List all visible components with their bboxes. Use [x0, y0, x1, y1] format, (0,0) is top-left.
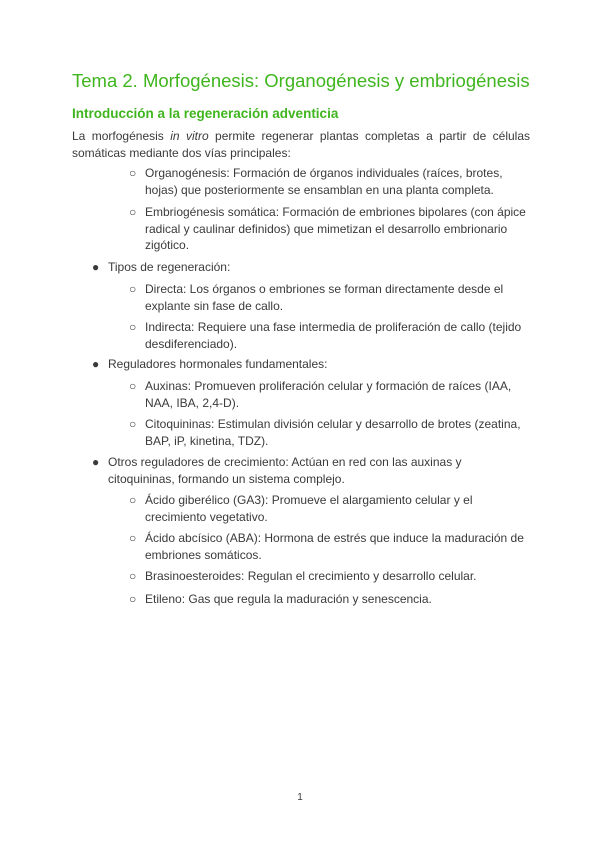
page-number: 1 — [297, 792, 303, 803]
list-item-giberelico — [129, 492, 533, 525]
list-item-tipos — [92, 259, 528, 276]
list-item-embriogenesis — [129, 204, 533, 254]
list-item-citoquininas — [129, 416, 533, 449]
list-item-text: Auxinas: Promueven proliferación celular y formación de raíces (IAA, NAA, IBA, 2,4-D). — [145, 379, 512, 410]
intro-paragraph — [72, 128, 530, 161]
list-item-text: Ácido giberélico (GA3): Promueve el alargamiento celular y el crecimiento vegetativo. — [145, 493, 473, 524]
list-item-organogenesis — [129, 165, 533, 198]
list-item-text: Reguladores hormonales fundamentales: — [108, 357, 328, 371]
intro-text-start: La morfogénesis — [72, 129, 171, 143]
list-item-text: Ácido abcísico (ABA): Hormona de estrés que induce la maduración de embriones somáticos. — [145, 531, 524, 562]
hollow-bullet-icon: ○ — [129, 493, 137, 507]
list-item-text: Brasinoesteroides: Regulan el crecimiento y desarrollo celular. — [145, 569, 477, 583]
list-item-directa — [129, 281, 533, 314]
solid-bullet-icon: ● — [92, 357, 100, 371]
hollow-bullet-icon: ○ — [129, 569, 137, 583]
list-item-text: Directa: Los órganos o embriones se forman directamente desde el explante sin fase de callo. — [145, 282, 504, 313]
list-item-text: Citoquininas: Estimulan división celular y desarrollo de brotes (zeatina, BAP, iP, kinetina, TDZ). — [145, 417, 521, 448]
hollow-bullet-icon: ○ — [129, 320, 137, 334]
list-item-text: Organogénesis: Formación de órganos individuales (raíces, brotes, hojas) que posteriormente se ensamblan en una planta completa. — [145, 166, 503, 197]
hollow-bullet-icon: ○ — [129, 379, 137, 393]
hollow-bullet-icon: ○ — [129, 592, 137, 606]
list-item-auxinas — [129, 378, 533, 411]
list-item-text: Tipos de regeneración: — [108, 260, 231, 274]
list-item-abscisico — [129, 530, 533, 563]
solid-bullet-icon: ● — [92, 260, 100, 274]
list-item-indirecta — [129, 319, 533, 352]
hollow-bullet-icon: ○ — [129, 205, 137, 219]
intro-text-end: permite regenerar plantas completas a partir de células somáticas mediante dos vías principales: — [72, 129, 531, 160]
list-item-brasinoesteroides — [129, 568, 533, 585]
hollow-bullet-icon: ○ — [129, 166, 137, 180]
list-item-otros — [92, 454, 528, 487]
list-item-text: Indirecta: Requiere una fase intermedia de proliferación de callo (tejido desdiferenciado). — [145, 320, 522, 351]
list-item-text: Etileno: Gas que regula la maduración y senescencia. — [145, 592, 432, 606]
section-heading: Introducción a la regeneración adventicia — [72, 106, 339, 121]
solid-bullet-icon: ● — [92, 455, 100, 469]
page-title: Tema 2. Morfogénesis: Organogénesis y embriogénesis — [72, 70, 530, 91]
hollow-bullet-icon: ○ — [129, 531, 137, 545]
list-item-text: Embriogénesis somática: Formación de embriones bipolares (con ápice radical y caulinar definidos) que mimetizan el desarrollo embrionario zigótico. — [145, 205, 526, 252]
hollow-bullet-icon: ○ — [129, 417, 137, 431]
hollow-bullet-icon: ○ — [129, 282, 137, 296]
list-item-text: Otros reguladores de crecimiento: Actúan en red con las auxinas y citoquininas, formando un sistema complejo. — [108, 455, 462, 486]
list-item-reguladores — [92, 356, 528, 373]
intro-italic-term: in vitro — [170, 129, 209, 143]
list-item-etileno — [129, 591, 533, 608]
